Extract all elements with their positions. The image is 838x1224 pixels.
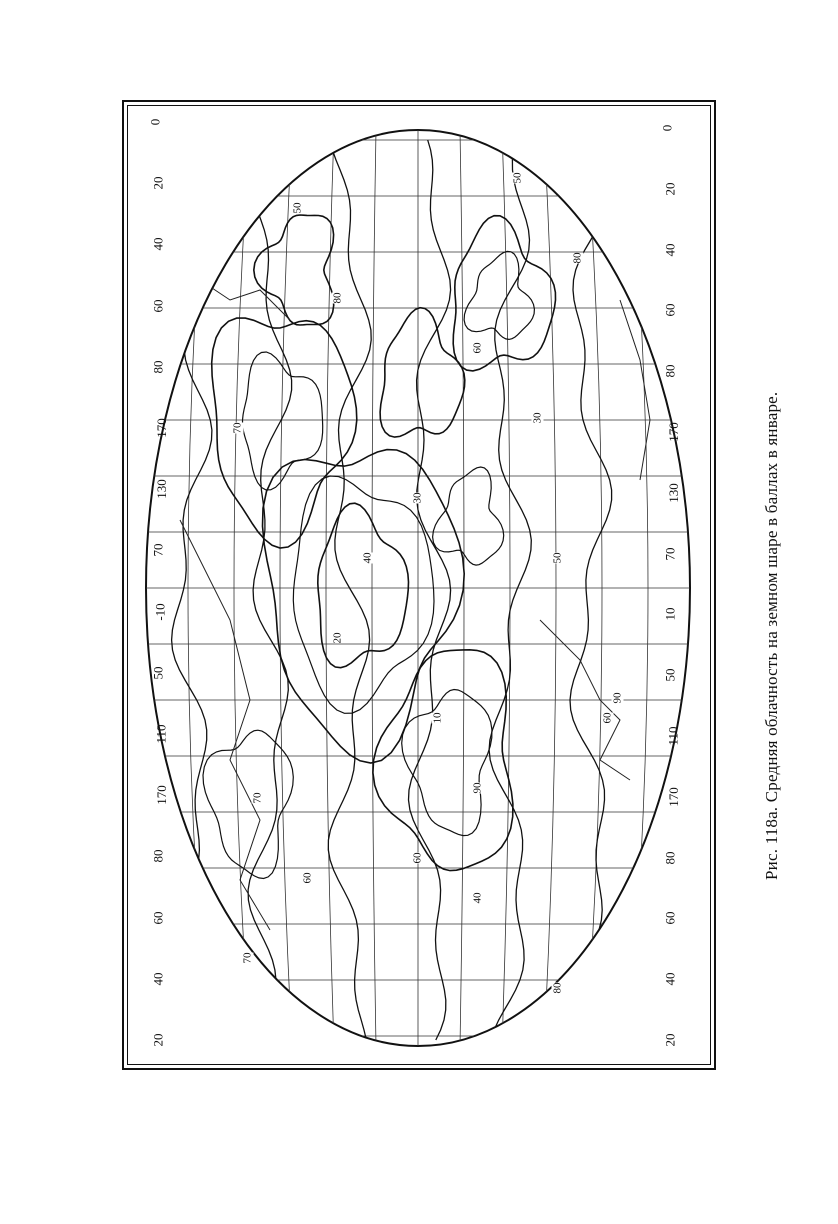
left-edge-label: 130 <box>153 479 169 499</box>
right-edge-label: 40 <box>662 972 678 986</box>
right-edge-label: 70 <box>662 547 678 561</box>
right-edge-label: 170 <box>665 422 681 442</box>
left-edge-label: 170 <box>153 418 169 438</box>
isoline-value-label: 50 <box>511 172 524 184</box>
isoline-value-label: 60 <box>301 872 314 884</box>
isoline-value-label: 10 <box>431 712 444 724</box>
isoline-value-label: 50 <box>291 202 304 214</box>
isoline-value-label: 50 <box>551 552 564 564</box>
right-edge-label: 20 <box>662 1033 678 1047</box>
left-edge-label: 80 <box>150 360 166 374</box>
isoline-value-label: 20 <box>331 632 344 644</box>
right-edge-label: 170 <box>665 787 681 807</box>
left-edge-label: 0 <box>147 118 163 126</box>
isoline-value-label: 90 <box>611 692 624 704</box>
isoline-value-label: 70 <box>241 952 254 964</box>
right-edge-label: 50 <box>662 668 678 682</box>
isoline <box>569 140 612 1040</box>
coastline <box>180 520 270 930</box>
isoline-value-label: 30 <box>531 412 544 424</box>
isoline <box>328 140 371 1040</box>
isoline <box>293 476 434 713</box>
right-edge-label: 40 <box>662 243 678 257</box>
isoline-value-label: 70 <box>251 792 264 804</box>
isoline <box>254 215 334 325</box>
isoline-value-label: 70 <box>231 422 244 434</box>
isoline <box>453 216 555 371</box>
isoline-value-label: 80 <box>571 252 584 264</box>
left-edge-label: 60 <box>150 911 166 925</box>
left-edge-label: 70 <box>150 543 166 557</box>
isoline-value-label: 60 <box>411 852 424 864</box>
left-edge-label: 60 <box>150 299 166 313</box>
left-edge-label: 170 <box>153 785 169 805</box>
isoline-value-label: 40 <box>471 892 484 904</box>
left-edge-label: 80 <box>150 849 166 863</box>
figure-caption: Рис. 118а. Средняя облачность на земном шаре в баллах в январе. <box>762 391 781 880</box>
right-edge-label: 80 <box>662 364 678 378</box>
isoline <box>433 467 504 565</box>
isoline-value-label: 80 <box>551 982 564 994</box>
right-edge-label: 110 <box>665 726 681 746</box>
isoline <box>402 690 492 836</box>
right-edge-label: 20 <box>662 182 678 196</box>
right-edge-label: 60 <box>662 303 678 317</box>
left-edge-label: 20 <box>150 176 166 190</box>
isoline <box>409 140 451 1040</box>
isoline-value-label: 40 <box>361 552 374 564</box>
left-edge-label: -10 <box>152 602 168 621</box>
isoline <box>373 650 513 871</box>
isoline-value-label: 60 <box>601 712 614 724</box>
isoline-value-label: 60 <box>471 342 484 354</box>
right-edge-label: 0 <box>659 124 675 132</box>
left-edge-label: 40 <box>150 972 166 986</box>
right-edge-label: 130 <box>665 483 681 503</box>
isoline-value-label: 90 <box>471 782 484 794</box>
isoline-value-label: 30 <box>411 492 424 504</box>
isoline <box>168 140 212 1040</box>
right-edge-label: 10 <box>662 607 678 621</box>
left-edge-label: 50 <box>150 666 166 680</box>
right-edge-label: 80 <box>662 851 678 865</box>
left-edge-label: 20 <box>150 1033 166 1047</box>
right-edge-label: 60 <box>662 911 678 925</box>
left-edge-label: 40 <box>150 237 166 251</box>
isoline <box>380 308 465 437</box>
cloudiness-isolines <box>168 140 611 1040</box>
left-edge-label: 110 <box>153 724 169 744</box>
coastline <box>620 300 650 480</box>
isoline-value-label: 80 <box>331 292 344 304</box>
